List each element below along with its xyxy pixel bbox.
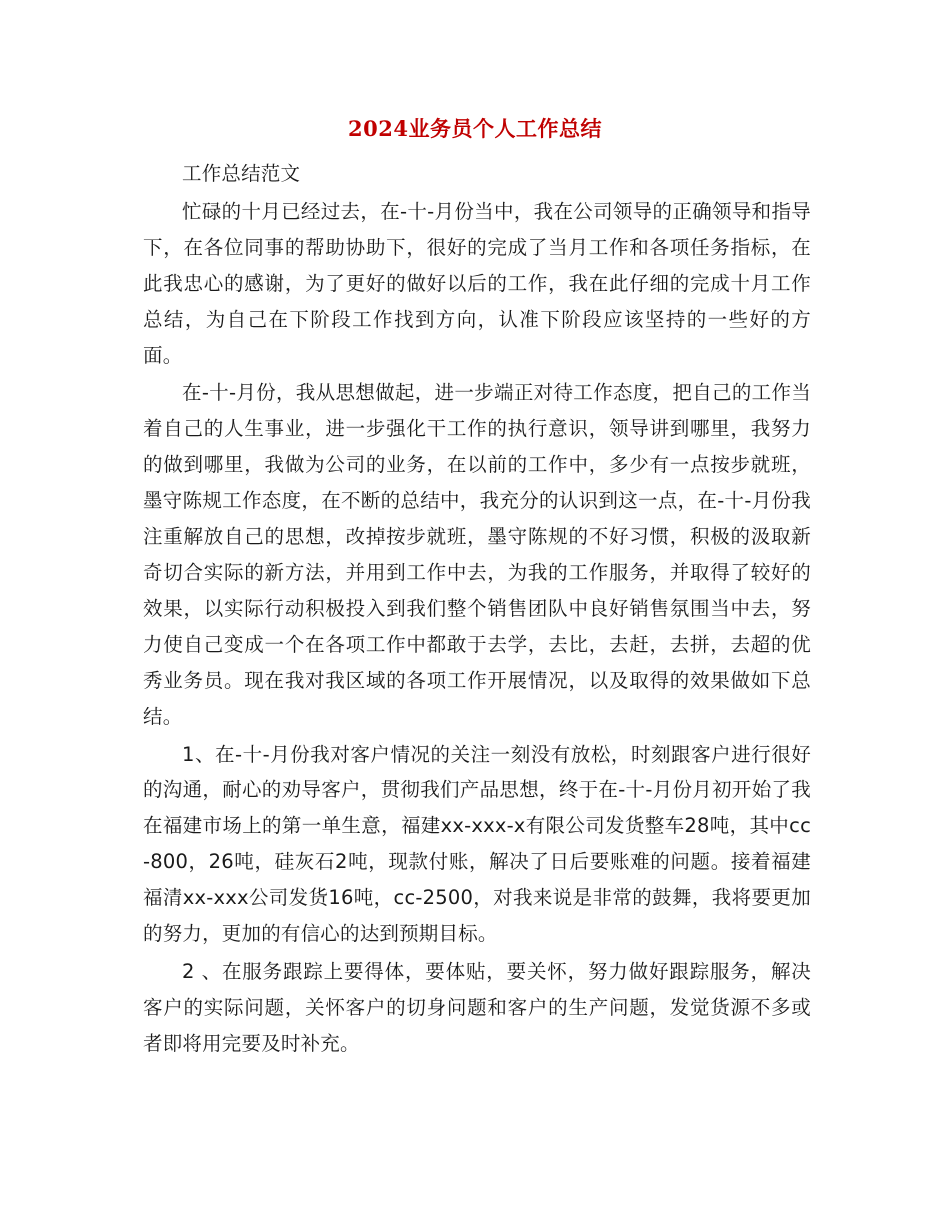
- document-subtitle: 工作总结范文: [182, 162, 301, 185]
- paragraph-4: 2 、在服务跟踪上要得体，要体贴，要关怀，努力做好跟踪服务，解决客户的实际问题，关怀客户的切身问题和客户的生产问题，发觉货源不多或者即将用完要及时补充。: [143, 959, 811, 1055]
- paragraph-2: 在-十-月份，我从思想做起，进一步端正对待工作态度，把自己的工作当着自己的人生事业，进一步强化干工作的执行意识，领导讲到哪里，我努力的做到哪里，我做为公司的业务，在以前的工作中，多少有一点按步就班，墨守陈规工作态度，在不断的总结中，我充分的认识到这一点，在-十-月份我注重解放自己的思想，改掉按步就班，墨守陈规的不好习惯，积极的汲取新奇切合实际的新方法，并用到工作中去，为我的工作服务，并取得了较好的效果，以实际行动积极投入到我们整个销售团队中良好销售氛围当中去，努力使自己变成一个在各项工作中都敢于去学，去比，去赶，去拼，去超的优秀业务员。现在我对我区域的各项工作开展情况，以及取得的效果做如下总结。: [143, 381, 811, 728]
- document-body: [143, 156, 811, 1064]
- document-title: 2024业务员个人工作总结: [348, 116, 602, 141]
- paragraph-1: 忙碌的十月已经过去，在-十-月份当中，我在公司领导的正确领导和指导下，在各位同事的帮助协助下，很好的完成了当月工作和各项任务指标，在此我忠心的感谢，为了更好的做好以后的工作，我在此仔细的完成十月工作总结，为自己在下阶段工作找到方向，认准下阶段应该坚持的一些好的方面。: [143, 199, 811, 367]
- paragraph-3: 1、在-十-月份我对客户情况的关注一刻没有放松，时刻跟客户进行很好的沟通，耐心的劝导客户，贯彻我们产品思想，终于在-十-月份月初开始了我在福建市场上的第一单生意，福建xx-xxx-x有限公司发货整车28吨，其中cc-800，26吨，硅灰石2吨，现款付账，解决了日后要账难的问题。接着福建福清xx-xxx公司发货16吨，cc-2500，对我来说是非常的鼓舞，我将要更加的努力，更加的有信心的达到预期目标。: [143, 742, 811, 946]
